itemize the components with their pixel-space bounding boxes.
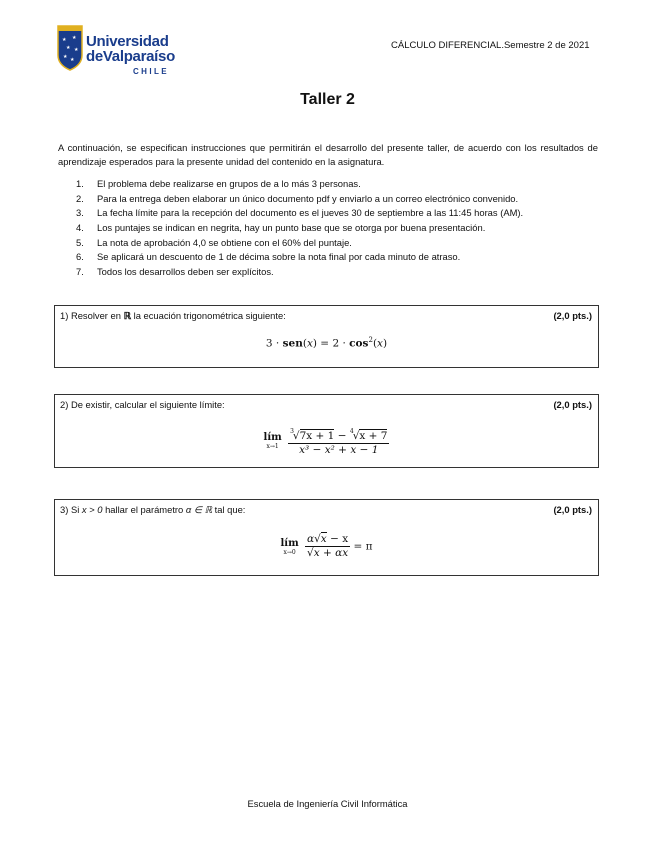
list-item: 1. El problema debe realizarse en grupos de a lo más 3 personas. (76, 178, 361, 189)
list-item: 2. Para la entrega deben elaborar un único documento pdf y enviarlo a un correo electrónico convenido. (76, 192, 519, 204)
problem-3-prompt: 3) Si x > 0 hallar el parámetro α ∈ ℝ tal que: (60, 504, 246, 515)
university-shield-icon (57, 25, 83, 71)
problem-2-points: (2,0 pts.) (553, 399, 592, 410)
problem-1-formula: $3 \cdot sen(x) = 2 \cdot \cos^2(x)$ (265, 336, 388, 350)
svg-text:★: ★ (74, 47, 79, 53)
course-header: CÁLCULO DIFERENCIAL.Semestre 2 de 2021 (391, 40, 590, 51)
list-item: 4. Los puntajes se indican en negrita, hay un punto base que se otorga por buena presentación. (76, 222, 486, 234)
list-item: 6. Se aplicará un descuento de 1 de décima sobre la nota final por cada minuto de atraso. (76, 251, 461, 263)
svg-text:★: ★ (62, 37, 67, 43)
logo-line-2: deValparaíso (86, 48, 175, 65)
page-footer: Escuela de Ingeniería Civil Informática (247, 798, 408, 809)
problem-2-prompt: 2) De existir, calcular el siguiente límite: (60, 399, 225, 410)
list-item: 5. La nota de aprobación 4,0 se obtiene con el 60% del puntaje. (76, 236, 352, 248)
svg-text:★: ★ (66, 45, 71, 51)
intro-paragraph: A continuación, se especifican instrucciones que permitirán el desarrollo del presente taller, de acuerdo con los resultados de aprendizaje esperados para la presente unidad del contenido en la asignatura. (58, 142, 598, 167)
problem-3-points: (2,0 pts.) (553, 504, 592, 515)
logo-line-1: Universidad (86, 33, 169, 50)
problem-1-points: (2,0 pts.) (553, 310, 592, 321)
university-logo (57, 25, 177, 80)
problem-1-box (54, 305, 599, 368)
list-item: 3. La fecha límite para la recepción del documento es el jueves 30 de septiembre a las 11:45 horas (AM). (76, 207, 524, 219)
problem-3-box (54, 499, 599, 576)
problem-1-prompt: 1) Resolver en ℝ la ecuación trigonométrica siguiente: (60, 310, 286, 321)
svg-text:★: ★ (63, 54, 68, 60)
instruction-list (76, 177, 523, 280)
page-title: Taller 2 (300, 91, 355, 108)
logo-line-3: CHILE (133, 67, 169, 76)
list-item: 7. Todos los desarrollos deben ser explícitos. (76, 266, 274, 278)
problem-2-box (54, 394, 599, 468)
svg-text:★: ★ (72, 35, 77, 41)
problem-2-formula: lím x→1 $\frac{^3√7x + 1 - ^4√x + 7}{\text{x³ − x² + x − 1}}$ (55, 425, 598, 457)
svg-text:★: ★ (70, 57, 75, 63)
problem-3-formula: lím x→0 $\frac{\alpha√x - x}{√x + \alpha x}$ = π (280, 533, 373, 559)
